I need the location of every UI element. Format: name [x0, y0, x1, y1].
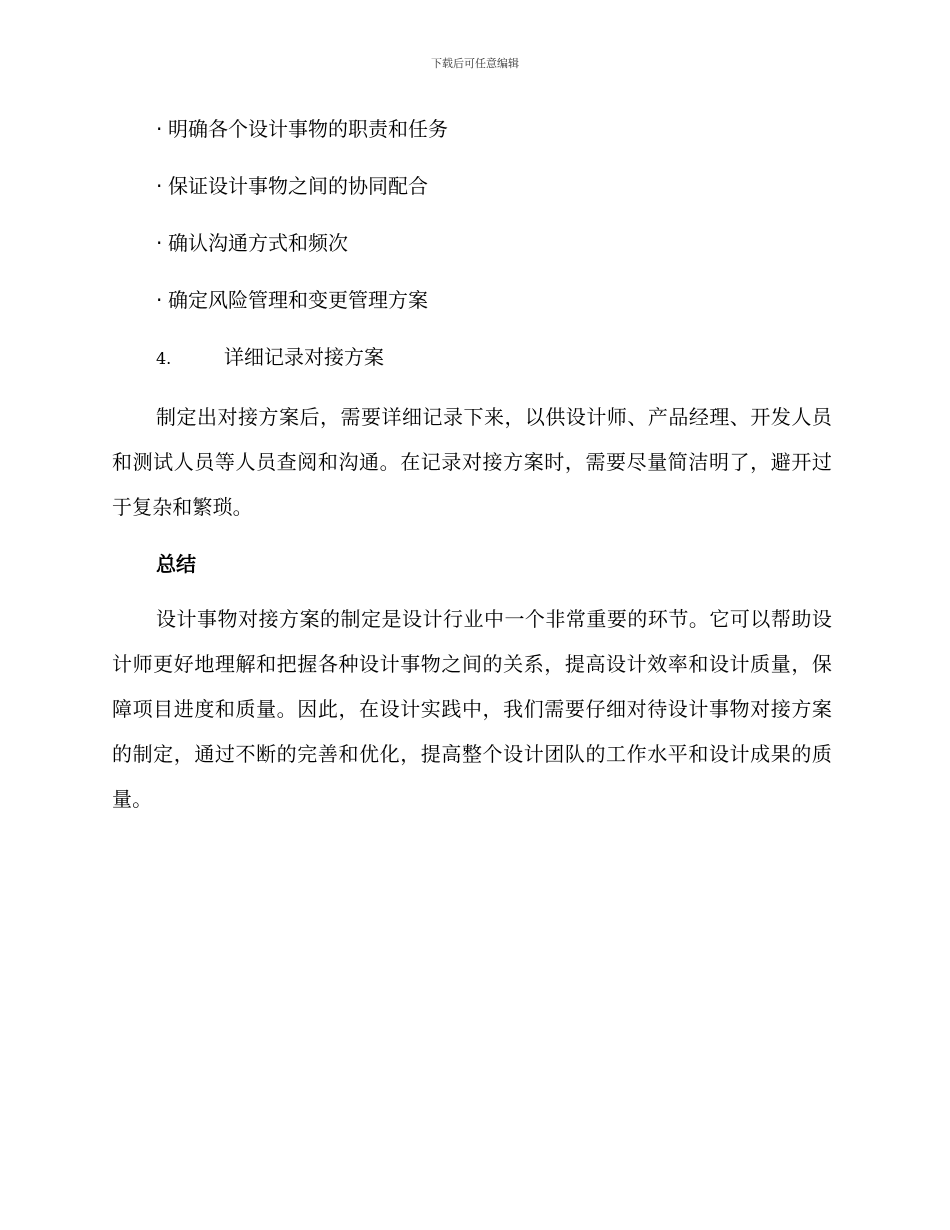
document-body — [112, 110, 832, 834]
bullet-text: 确定风险管理和变更管理方案 — [168, 288, 428, 312]
record-plan-paragraph: 制定出对接方案后，需要详细记录下来，以供设计师、产品经理、开发人员和测试人员等人员查阅和沟通。在记录对接方案时，需要尽量简洁明了，避开过于复杂和繁琐。 — [112, 405, 832, 519]
bullet-item — [156, 224, 832, 281]
bullet-text: 保证设计事物之间的协同配合 — [168, 174, 428, 198]
bullet-item — [156, 167, 832, 224]
bullet-marker: · — [156, 231, 163, 255]
bullet-marker: · — [156, 288, 163, 312]
bullet-marker: · — [156, 117, 163, 141]
step-title: 详细记录对接方案 — [224, 345, 384, 369]
bullet-text: 明确各个设计事物的职责和任务 — [168, 117, 448, 141]
step-number: 4. — [156, 349, 172, 368]
bullet-marker: · — [156, 174, 163, 198]
bullet-item — [156, 110, 832, 167]
bullet-item — [156, 281, 832, 338]
page-header: 下载后可任意编辑 — [431, 57, 519, 70]
summary-heading: 总结 — [156, 552, 196, 576]
summary-paragraph: 设计事物对接方案的制定是设计行业中一个非常重要的环节。它可以帮助设计师更好地理解和把握各种设计事物之间的关系，提高设计效率和设计质量，保障项目进度和质量。因此，在设计实践中，我们需要仔细对待设计事物对接方案的制定，通过不断的完善和优化，提高整个设计团队的工作水平和设计成果的质量。 — [112, 607, 832, 811]
bullet-text: 确认沟通方式和频次 — [168, 231, 348, 255]
step-4-heading — [156, 338, 832, 395]
